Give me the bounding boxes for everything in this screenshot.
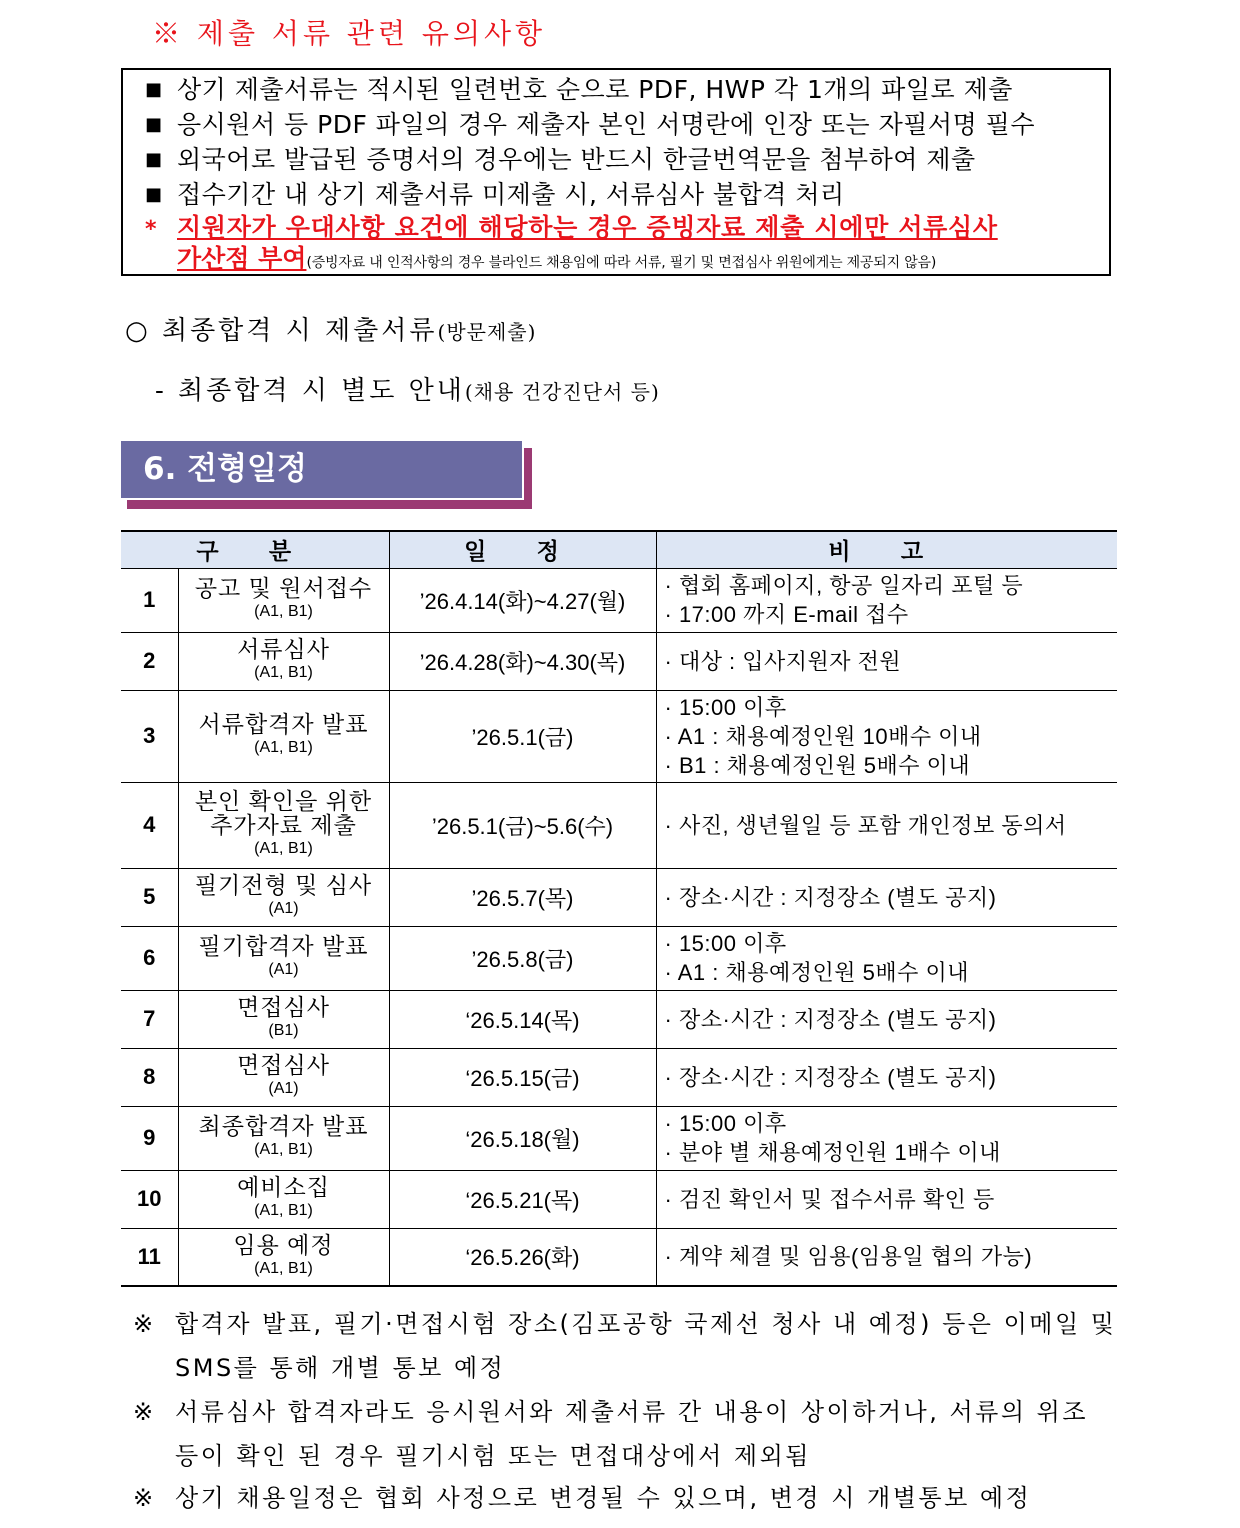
stage-code: (A1, B1) — [254, 840, 313, 857]
row-date: ’26.4.14(화)~4.27(월) — [389, 568, 656, 632]
schedule-table — [121, 530, 1117, 1287]
note-line: · B1 : 채용예정인원 5배수 이내 — [664, 752, 971, 778]
stage-name: 예비소집 — [237, 1174, 330, 1200]
row-date: ‘26.5.21(목) — [389, 1170, 656, 1228]
note-line: · 17:00 까지 E-mail 접수 — [664, 602, 909, 627]
table-row — [121, 1170, 1117, 1228]
note-line: · 장소·시간 : 지정장소 (별도 공지) — [664, 884, 997, 910]
stage-name: 최종합격자 발표 — [198, 1113, 369, 1139]
row-date: ’26.5.8(금) — [389, 926, 656, 990]
notice-item — [141, 142, 1099, 177]
row-notes — [656, 990, 1117, 1048]
row-number: 1 — [121, 568, 178, 632]
note-line: · 계약 체결 및 임용(임용일 협의 가능) — [664, 1244, 1033, 1270]
stage-code: (A1, B1) — [254, 739, 313, 756]
stage-name: 면접심사 — [237, 1052, 330, 1078]
table-row — [121, 690, 1117, 782]
row-date: ‘26.5.14(목) — [389, 990, 656, 1048]
table-header-row — [121, 531, 1117, 568]
table-row — [121, 1048, 1117, 1106]
note-line: · 사진, 생년월일 등 포함 개인정보 동의서 — [664, 812, 1067, 838]
notice-item-text: 응시원서 등 PDF 파일의 경우 제출자 본인 서명란에 인장 또는 자필서명 필수 — [177, 110, 1035, 139]
row-number: 2 — [121, 632, 178, 690]
row-date: ‘26.5.18(월) — [389, 1106, 656, 1170]
footnote: ※ 합격자 발표, 필기·면접시험 장소(김포공항 국제선 청사 내 예정) 등은 이메일 및 SMS를 통해 개별 통보 예정 — [133, 1310, 1117, 1382]
notice-item-text: 상기 제출서류는 적시된 일련번호 순으로 PDF, HWP 각 1개의 파일로 제출 — [177, 75, 1013, 104]
square-bullet-icon: ■ — [145, 79, 163, 100]
row-notes — [656, 782, 1117, 868]
row-date: ’26.4.28(화)~4.30(목) — [389, 632, 656, 690]
row-notes — [656, 1048, 1117, 1106]
row-category — [178, 782, 389, 868]
note-line: · 15:00 이후 — [664, 931, 787, 956]
table-row — [121, 632, 1117, 690]
footnote: ※ 상기 채용일정은 협회 사정으로 변경될 수 있으며, 변경 시 개별통보 예정 — [133, 1484, 1032, 1512]
notice-item-text: 외국어로 발급된 증명서의 경우에는 반드시 한글번역문을 첨부하여 제출 — [177, 145, 976, 174]
row-number: 8 — [121, 1048, 178, 1106]
stage-code: (A1, B1) — [254, 664, 313, 681]
notice-item-text: 접수기간 내 상기 제출서류 미제출 시, 서류심사 불합격 처리 — [177, 180, 845, 209]
row-date: ’26.5.1(금) — [389, 690, 656, 782]
row-number: 3 — [121, 690, 178, 782]
note-line: · A1 : 채용예정인원 5배수 이내 — [664, 960, 969, 985]
row-notes — [656, 1106, 1117, 1170]
row-notes — [656, 926, 1117, 990]
stage-name: 본인 확인을 위한 추가자료 제출 — [194, 788, 373, 838]
note-line: · 장소·시간 : 지정장소 (별도 공지) — [664, 1064, 997, 1090]
note-line: · 협회 홈페이지, 항공 일자리 포털 등 — [664, 573, 1024, 598]
row-category — [178, 926, 389, 990]
row-number: 9 — [121, 1106, 178, 1170]
row-date: ‘26.5.26(화) — [389, 1228, 656, 1286]
row-category — [178, 1048, 389, 1106]
note-line: · 대상 : 입사지원자 전원 — [664, 648, 902, 674]
stage-code: (A1, B1) — [254, 1259, 313, 1277]
notice-item — [141, 107, 1099, 142]
row-date: ’26.5.7(목) — [389, 868, 656, 926]
stage-code: (A1, B1) — [254, 1141, 313, 1158]
row-category — [178, 1170, 389, 1228]
table-row — [121, 1106, 1117, 1170]
row-notes — [656, 868, 1117, 926]
row-number: 11 — [121, 1228, 178, 1286]
row-category — [178, 690, 389, 782]
asterisk-icon: * — [145, 217, 157, 242]
stage-name: 필기합격자 발표 — [198, 933, 369, 959]
table-row — [121, 990, 1117, 1048]
row-number: 6 — [121, 926, 178, 990]
notice-highlight-line1: 지원자가 우대사항 요건에 해당하는 경우 증빙자료 제출 시에만 서류심사 — [177, 213, 998, 242]
footnote: ※ 서류심사 합격자라도 응시원서와 제출서류 간 내용이 상이하거나, 서류의 위조 등이 확인 된 경우 필기시험 또는 면접대상에서 제외됨 — [133, 1398, 1089, 1470]
table-row — [121, 1228, 1117, 1286]
stage-name: 필기전형 및 심사 — [194, 872, 373, 898]
row-date: ‘26.5.15(금) — [389, 1048, 656, 1106]
final-documents-sub: - 최종합격 시 별도 안내(채용 건강진단서 등) — [155, 376, 660, 406]
section-header: 6. 전형일정 — [119, 439, 524, 500]
note-line: · 15:00 이후 — [664, 1111, 787, 1136]
notice-highlight-line2: 가산점 부여 — [177, 244, 307, 273]
row-category — [178, 868, 389, 926]
final-documents-sub-note: (채용 건강진단서 등) — [464, 380, 660, 404]
row-category — [178, 632, 389, 690]
notice-highlight-note: (증빙자료 내 인적사항의 경우 블라인드 채용임에 따라 서류, 필기 및 면접심사 위원에게는 제공되지 않음) — [306, 255, 937, 271]
notice-item — [141, 177, 1099, 212]
square-bullet-icon: ■ — [145, 184, 163, 205]
row-number: 4 — [121, 782, 178, 868]
column-header-category: 구 분 — [121, 531, 389, 568]
square-bullet-icon: ■ — [145, 114, 163, 135]
column-header-date: 일 정 — [389, 531, 656, 568]
row-number: 7 — [121, 990, 178, 1048]
note-line: · 분야 별 채용예정인원 1배수 이내 — [664, 1140, 1001, 1165]
stage-code: (A1, B1) — [254, 603, 313, 620]
table-row — [121, 926, 1117, 990]
stage-name: 면접심사 — [237, 994, 330, 1020]
row-category — [178, 1228, 389, 1286]
row-category — [178, 1106, 389, 1170]
row-number: 5 — [121, 868, 178, 926]
notice-title: ※ 제출 서류 관련 유의사항 — [152, 17, 547, 50]
column-header-notes: 비 고 — [656, 531, 1117, 568]
notice-item — [141, 72, 1099, 107]
notice-highlight — [141, 212, 1099, 279]
row-date: ’26.5.1(금)~5.6(수) — [389, 782, 656, 868]
row-notes — [656, 1228, 1117, 1286]
final-documents-note: (방문제출) — [437, 320, 537, 344]
final-documents-label: ○ 최종합격 시 제출서류(방문제출) — [125, 316, 537, 346]
row-category — [178, 568, 389, 632]
row-notes — [656, 632, 1117, 690]
square-bullet-icon: ■ — [145, 149, 163, 170]
stage-code: (A1) — [268, 900, 299, 917]
row-number: 10 — [121, 1170, 178, 1228]
note-line: · 15:00 이후 — [664, 694, 787, 720]
stage-name: 서류합격자 발표 — [198, 711, 369, 737]
note-line: · 검진 확인서 및 접수서류 확인 등 — [664, 1186, 995, 1212]
row-notes — [656, 1170, 1117, 1228]
stage-name: 서류심사 — [237, 636, 330, 662]
stage-name: 임용 예정 — [233, 1231, 334, 1258]
table-row — [121, 782, 1117, 868]
table-row — [121, 568, 1117, 632]
row-notes — [656, 690, 1117, 782]
stage-code: (A1, B1) — [254, 1202, 313, 1219]
note-line: · 장소·시간 : 지정장소 (별도 공지) — [664, 1006, 997, 1032]
note-line: · A1 : 채용예정인원 10배수 이내 — [664, 723, 982, 749]
stage-name: 공고 및 원서접수 — [194, 575, 373, 601]
stage-code: (B1) — [268, 1022, 299, 1039]
table-row — [121, 868, 1117, 926]
stage-code: (A1) — [268, 1080, 299, 1097]
notice-box — [121, 68, 1111, 276]
row-notes — [656, 568, 1117, 632]
row-category — [178, 990, 389, 1048]
stage-code: (A1) — [268, 961, 299, 978]
